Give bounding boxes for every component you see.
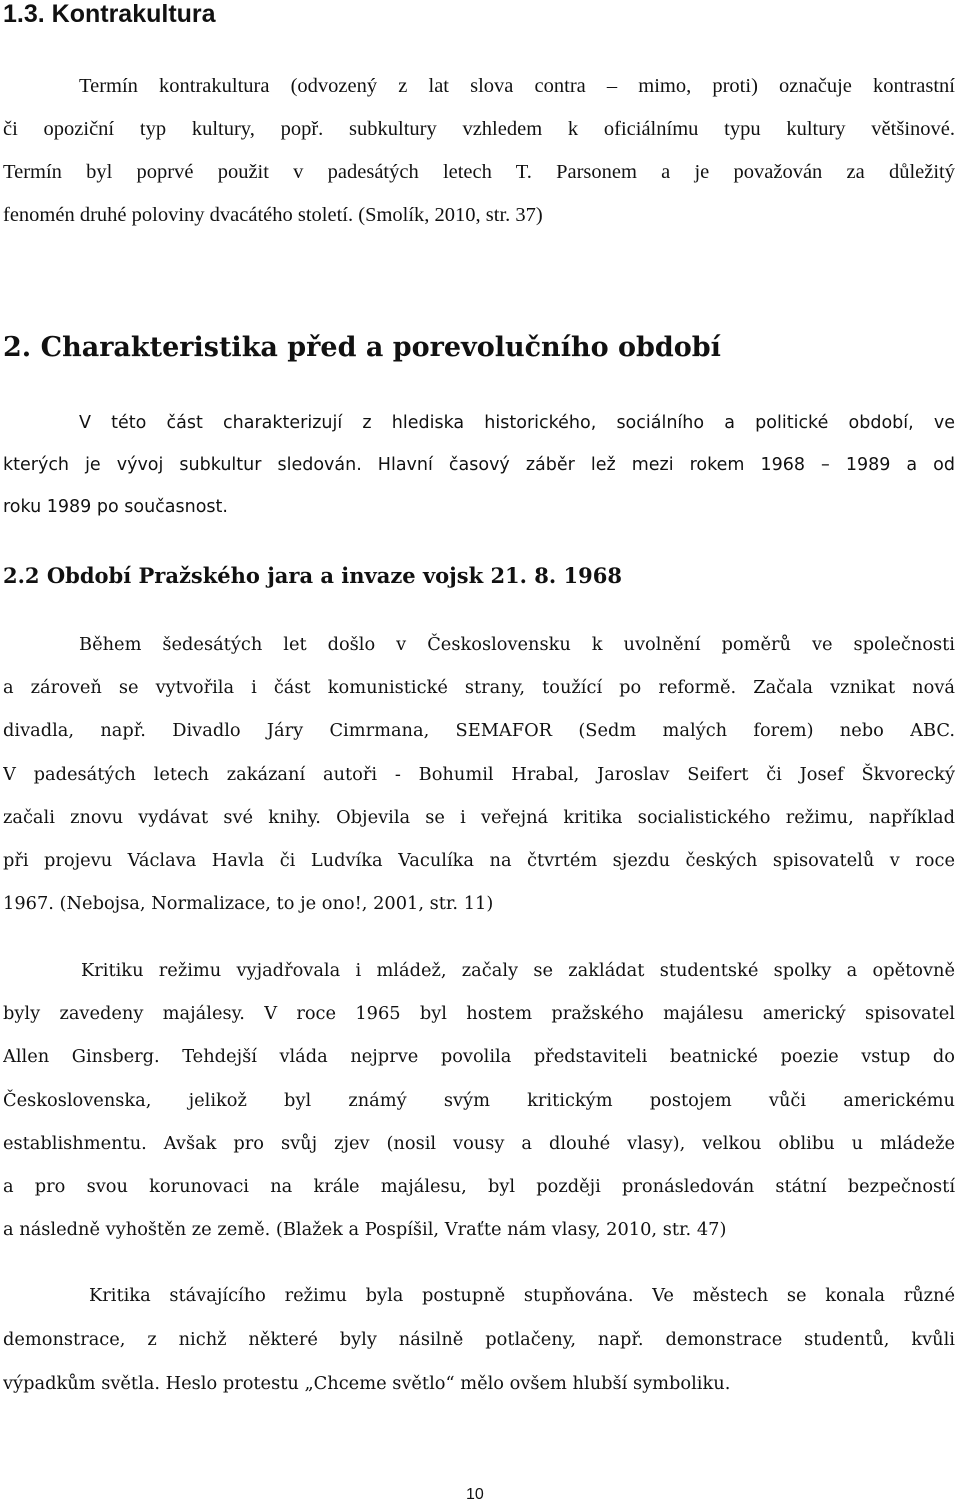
text-line: Kritiku režimu vyjadřovala i mládež, začaly se zakládat studentské spolky a opětovně [81,960,955,981]
paragraph-demonstrations [3,1274,955,1406]
text-line: roku 1989 po současnost. [3,497,228,517]
heading-2-2: 2.2 Období Pražského jara a invaze vojsk 21. 8. 1968 [3,563,622,588]
text-line: 1967. (Nebojsa, Normalizace, to je ono!, 2001, str. 11) [3,893,494,915]
text-line: výpadkům světla. Heslo protestu „Chceme světlo“ mělo ovšem hlubší symboliku. [3,1373,731,1394]
text-line: či opoziční typ kultury, popř. subkultury vzhledem k oficiálnímu typu kultury většinové. [3,118,955,140]
text-line: Termín kontrakultura (odvozený z lat slova contra – mimo, proti) označuje kontrastní [79,75,955,97]
paragraph-kontrakultura [3,65,955,237]
text-line: a následně vyhoštěn ze země. (Blažek a Pospíšil, Vraťte nám vlasy, 2010, str. 47) [3,1219,727,1241]
text-line: Československa, jelikož byl známý svým kritickým postojem vůči americkému [3,1089,955,1111]
text-line: V této část charakterizují z hlediska historického, sociálního a politické období, ve [79,413,955,433]
text-line: divadla, např. Divadlo Járy Cimrmana, SEMAFOR (Sedm malých forem) nebo ABC. [3,720,955,742]
text-line: V padesátých letech zakázaní autoři - Bohumil Hrabal, Jaroslav Seifert či Josef Škvorecký [3,763,955,785]
text-line: Allen Ginsberg. Tehdejší vláda nejprve povolila představiteli beatnické poezie vstup do [3,1046,955,1068]
paragraph-charakteristika [3,402,955,528]
text-line: Během šedesátých let došlo v Československu k uvolnění poměrů ve společnosti [79,634,955,655]
heading-1-3: 1.3. Kontrakultura [3,0,216,28]
text-line: kterých je vývoj subkultur sledován. Hlavní časový záběr lež mezi rokem 1968 – 1989 a od [3,455,955,475]
text-line: byly zavedeny majálesy. V roce 1965 byl hostem pražského majálesu americký spisovatel [3,1003,955,1025]
text-line: při projevu Václava Havla či Ludvíka Vaculíka na čtvrtém sjezdu českých spisovatelů v roce [3,850,955,872]
text-line: establishmentu. Avšak pro svůj zjev (nosil vousy a dlouhé vlasy), velkou oblibu u mládeže [3,1132,955,1154]
paragraph-seventies-reform [3,623,955,925]
page-number: 10 [466,1486,484,1503]
text-line: a zároveň se vytvořila i část komunistické strany, toužící po reformě. Začala vznikat nová [3,677,955,699]
text-line: začali znovu vydávat své knihy. Objevila se i veřejná kritika socialistického režimu, například [3,806,955,828]
text-line: demonstrace, z nichž některé byly násilně potlačeny, např. demonstrace studentů, kvůli [3,1329,955,1350]
text-line: Kritika stávajícího režimu byla postupně stupňována. Ve městech se konala různé [89,1285,955,1306]
text-line: a pro svou korunovaci na krále majálesu, byl později pronásledován státní bezpečností [3,1176,955,1198]
heading-2: 2. Charakteristika před a porevolučního období [3,332,721,363]
paragraph-youth-criticism [3,949,955,1251]
text-line: fenomén druhé poloviny dvacátého století. (Smolík, 2010, str. 37) [3,204,543,226]
text-line: Termín byl poprvé použit v padesátých letech T. Parsonem a je považován za důležitý [3,161,955,183]
